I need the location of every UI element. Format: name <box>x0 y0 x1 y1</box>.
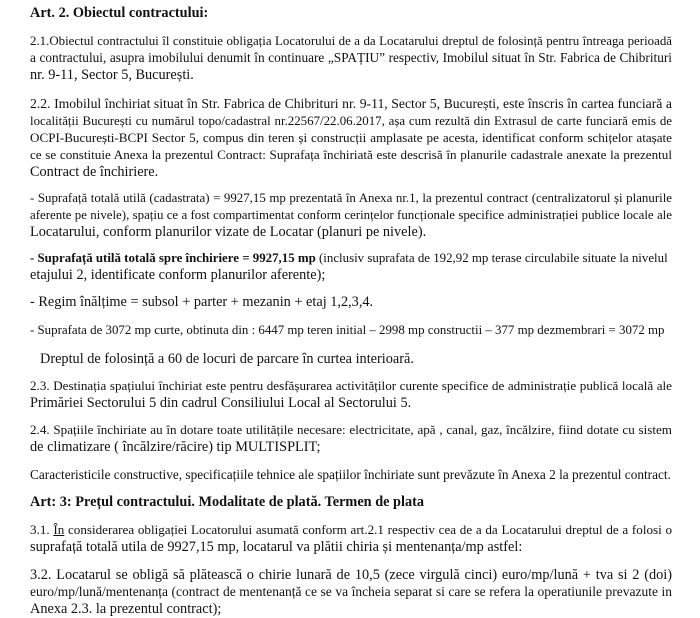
p2-4-line2: de climatizare ( încălzire/răcire) tip MULTISPLIT; <box>30 439 321 455</box>
p2-1-line2: a contractului, asupra imobilului denumit în continuare „SPAȚIU” respectiv, Imobilul situat în Str. Fabrica de Chibrituri <box>30 50 672 65</box>
characteristics: Caracteristicile constructive, specificațiile tehnice ale spațiilor închiriate sunt prevăzute în Anexa 2 la prezentul contract. <box>30 467 671 482</box>
p2-1-line1: 2.1.Obiectul contractului îl constituie obligația Locatorului de a da Locatarului dreptul de folosință pentru întreaga perioadă <box>30 34 672 48</box>
p2-3-line2: Primăriei Sectorului 5 din cadrul Consiliului Local al Sectorului 5. <box>30 395 412 411</box>
p2-4-line1: 2.4. Spațiile închiriate au în dotare toate utilitățile necesare: electricitate, apă , canal, gaz, încălzire, fiind dotate cu sistem <box>30 422 672 437</box>
p3-2-line3: Anexa 2.3. la prezentul contract); <box>30 601 222 617</box>
p3-1-line2: suprafață totală utila de 9927,15 mp, locatarul va plătii chiria și mentenanța/mp astfel: <box>30 539 523 555</box>
rent-area-line2: etajului 2, identificate conform planurilor aferente); <box>30 267 326 283</box>
p2-2-line2: localității București cu numărul topo/cadastral nr.22567/22.06.2017, așa cum rezultă din Extrasul de carte funciară emis de <box>30 114 672 128</box>
total-area-line3: Locatarului, conform planurilor vizate de Locatar (planuri pe nivele). <box>30 224 427 240</box>
height-regime: - Regim înălțime = subsol + parter + mezanin + etaj 1,2,3,4. <box>30 294 374 310</box>
rent-area-line1 <box>30 249 672 267</box>
p3-2-line1: 3.2. Locatarul se obligă să plătească o chirie lunară de 10,5 (zece virgulă cinci) euro/mp/lună + tva si 2 (doi) <box>30 567 672 583</box>
p3-1-line1: 3.1. În considerarea obligației Locatorului asumată conform art.2.1 respectiv cea de a da Locatarului dreptul de a folosi o <box>30 522 672 537</box>
art2-heading: Art. 2. Obiectul contractului: <box>30 5 209 21</box>
p2-2-line1: 2.2. Imobilul închiriat situat în Str. Fabrica de Chibrituri nr. 9-11, Sector 5, București, este înscris în cartea funciară a <box>30 96 672 111</box>
p2-3-line1: 2.3. Destinația spațiului închiriat este pentru desfășurarea activităților curente specifice de administrație publică locală ale <box>30 378 672 393</box>
art3-heading: Art: 3: Prețul contractului. Modalitate de plată. Termen de plata <box>30 494 425 510</box>
parking-rights: Dreptul de folosință a 60 de locuri de parcare în curtea interioară. <box>40 351 414 367</box>
rent-area-bold: - Suprafață utilă totală spre închiriere = 9927,15 mp <box>30 251 316 265</box>
total-area-line1: - Suprafață totală utilă (cadastrata) = 9927,15 mp prezentată în Anexa nr.1, la prezentul contract (centralizatorul și planurile <box>30 191 672 205</box>
p2-1-line3: nr. 9-11, Sector 5, București. <box>30 67 194 83</box>
courtyard-area: - Suprafata de 3072 mp curte, obtinuta din : 6447 mp teren initial – 2998 mp constructii – 377 mp dezmembrari = 3072 mp <box>30 323 665 337</box>
p3-2-line2: euro/mp/lună/mentenanța (contract de mentenanță ce se va încheia separat si care se refera la operatiunile prevazute in <box>30 584 672 599</box>
total-area-line2: aferente pe nivele), spațiu ce a fost compartimentat conform cerințelor funcționale specifice administrației publice locale ale <box>30 208 672 222</box>
p2-2-line5: Contract de închiriere. <box>30 164 159 180</box>
p2-2-line3: OCPI-București-BCPI Sector 5, compus din teren și construcții amplasate pe acesta, identificat conform schițelor atașate <box>30 130 672 145</box>
p2-2-line4: ce se constituie Anexa la prezentul Contract: Suprafața închiriată este descrisă în planurile cadastrale anexate la prezentul <box>30 147 672 162</box>
rent-area-rest: (inclusiv suprafata de 192,92 mp terase circulabile situate la nivelul <box>315 251 668 265</box>
